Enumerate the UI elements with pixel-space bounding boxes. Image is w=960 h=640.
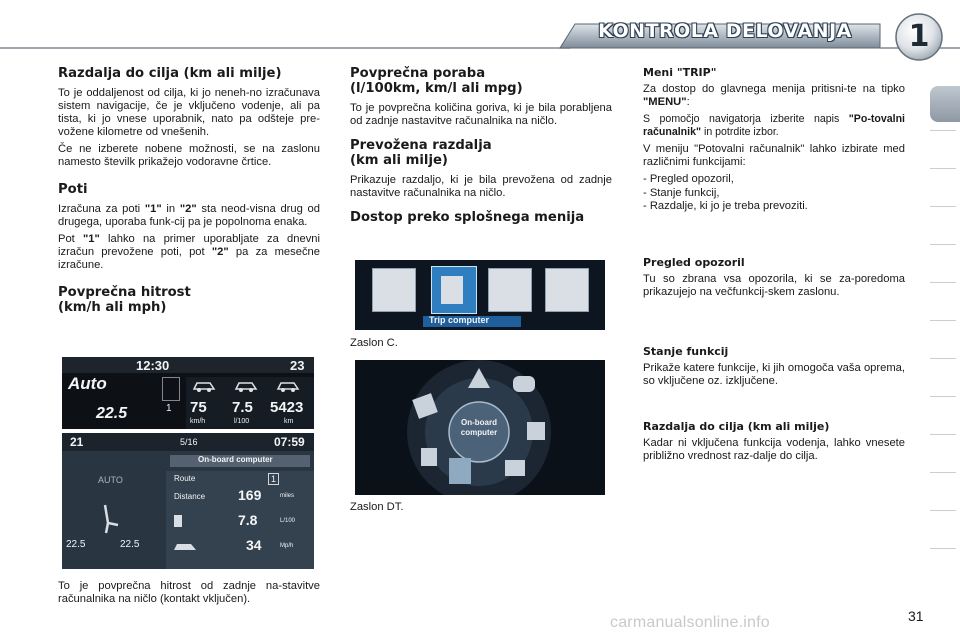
chapter-tab[interactable] — [930, 206, 956, 207]
right-temperature: 22.5 — [120, 539, 140, 550]
temperature-display: 23 — [290, 358, 305, 373]
paragraph: Izračuna za poti "1" in "2" sta neod-visna drug od drugega, uporaba funk-cij pa je popolnoma enaka. — [58, 203, 320, 228]
heading-general-menu-access: Dostop preko splošnega menija — [350, 210, 585, 225]
route-tag: 1 — [268, 473, 279, 485]
paragraph: S pomočjo navigatorja izberite napis "Po-tovalni računalnik" in potrdite izbor. — [643, 113, 905, 138]
clock-display: 12:30 — [136, 358, 170, 373]
chapter-tab[interactable] — [930, 244, 956, 245]
section-functions-status — [643, 345, 905, 392]
average-consumption-unit: l/100 — [234, 418, 250, 425]
row-label: Route — [174, 474, 196, 483]
list-item: - Pregled opozoril, — [643, 173, 905, 187]
chapter-tab[interactable] — [930, 396, 956, 397]
paragraph: Če ne izberete nobene možnosti, se na zaslonu namesto številk prikažejo vodoravne črtice. — [58, 143, 320, 168]
media-icon[interactable] — [505, 460, 525, 476]
screen-title: On-board computer — [198, 455, 273, 464]
watermark: carmanualsonline.info — [610, 614, 770, 631]
paragraph: Prikaže katere funkcije, ki jih omogoča vaša oprema, so vključene oz. izključene. — [643, 362, 905, 387]
heading-trips: Poti — [58, 182, 88, 197]
column-right — [643, 66, 905, 218]
paragraph: Kadar ni vključena funkcija vodenja, lahko vnesete približno vrednost raz-dalje do cilja. — [643, 437, 905, 462]
row-label: Distance — [174, 492, 206, 501]
section-distance-to-destination — [643, 420, 905, 467]
temperature-display: 21 — [70, 435, 84, 449]
car-distance-icon — [276, 379, 306, 393]
climate-mode: AUTO — [98, 475, 123, 485]
chapter-tab[interactable] — [930, 282, 956, 283]
phone-icon[interactable] — [513, 376, 535, 392]
chapter-tabs — [930, 68, 960, 580]
heading-distance-to-destination-2: Razdalja do cilja (km ali milje) — [643, 420, 830, 433]
fuel-icon — [162, 377, 180, 401]
caption-screen-c: Zaslon C. — [350, 337, 398, 349]
paragraph: Za dostop do glavnega menija pritisni-te na tipko "MENU": — [643, 83, 905, 108]
screen-dt — [355, 360, 605, 495]
car-icon — [172, 541, 198, 553]
chapter-tab[interactable] — [930, 168, 956, 169]
distance-unit: km — [284, 418, 294, 425]
seat-icon — [100, 503, 120, 535]
chapter-tab[interactable] — [930, 320, 956, 321]
average-speed-unit: km/h — [190, 418, 206, 425]
chapter-tab-active[interactable] — [930, 86, 960, 122]
chapter-tab[interactable] — [930, 130, 956, 131]
paragraph: Pot "1" lahko na primer uporabljate za dnevni izračun prevožene poti, pot "2" pa za mesečne izračune. — [58, 233, 320, 271]
list-item: - Razdalje, ki jo je treba prevoziti. — [643, 200, 905, 214]
paragraph: Prikazuje razdaljo, ki je bila prevožena od zadnje nastavitve računalnika na ničlo. — [350, 174, 612, 199]
function-list — [643, 173, 905, 214]
menu-icon-climate[interactable] — [545, 268, 589, 312]
speed-unit: Mp/h — [280, 543, 294, 549]
heading-warnings-log: Pregled opozoril — [643, 256, 745, 269]
list-item: - Stanje funkcij, — [643, 187, 905, 201]
date-display: 5/16 — [180, 437, 198, 447]
heading-average-consumption: Povprečna poraba (l/100km, km/l ali mpg) — [350, 66, 523, 96]
dashboard-display-screen — [62, 357, 314, 429]
climate-mode: Auto — [68, 374, 107, 393]
chapter-tab[interactable] — [930, 434, 956, 435]
speed-value: 34 — [246, 537, 262, 553]
car-speed-icon — [192, 379, 216, 393]
average-consumption-value: 7.5 — [232, 399, 253, 416]
chapter-tab[interactable] — [930, 358, 956, 359]
paragraph: To je oddaljenost od cilja, ki jo neneh-no izračunava sistem navigacije, če je vključeno vodenje, ali pa tista, ki jo vnese uporabnik, nato pa odšteje pre-vožene kilometre od vnešenih. — [58, 87, 320, 138]
settings-icon[interactable] — [527, 422, 545, 440]
fuel-pump-icon — [441, 276, 463, 304]
chapter-number: 1 — [908, 19, 930, 54]
warning-icon[interactable] — [468, 368, 490, 388]
temperature-setting: 22.5 — [96, 405, 128, 422]
heading-distance-travelled: Prevožena razdalja (km ali milje) — [350, 138, 492, 168]
center-label-line1: On-board — [461, 418, 497, 427]
screen-c — [355, 260, 605, 330]
menu-icon-navigation[interactable] — [372, 268, 416, 312]
left-temperature: 22.5 — [66, 539, 86, 550]
average-speed-value: 75 — [190, 399, 207, 416]
column-middle — [350, 66, 612, 231]
distance-unit: miles — [280, 493, 295, 499]
distance-value: 169 — [238, 487, 262, 503]
distance-value: 5423 — [270, 399, 304, 416]
consumption-value: 7.8 — [238, 512, 258, 528]
clock-display: 07:59 — [274, 435, 305, 449]
heading-distance-to-destination: Razdalja do cilja (km ali milje) — [58, 66, 282, 81]
paragraph: To je povprečna količina goriva, ki je bila porabljena od zadnje nastavitve računalnika na ničlo. — [350, 102, 612, 127]
fuel-pump-icon — [174, 515, 182, 527]
center-label-line2: computer — [460, 428, 498, 437]
radio-icon[interactable] — [421, 448, 437, 466]
onboard-computer-screen — [62, 433, 314, 569]
chapter-tab[interactable] — [930, 548, 956, 549]
heading-functions-status: Stanje funkcij — [643, 345, 729, 358]
page-number: 31 — [908, 608, 924, 624]
section-warnings — [643, 256, 905, 303]
heading-trip-menu: Meni "TRIP" — [643, 66, 717, 79]
screen-c-label: Trip computer — [429, 315, 490, 325]
menu-icon-trip-computer[interactable] — [449, 458, 471, 484]
consumption-unit: L/100 — [280, 518, 296, 524]
menu-icon-settings[interactable] — [488, 268, 532, 312]
trip-number: 1 — [166, 403, 172, 414]
car-consumption-icon — [234, 379, 258, 393]
column-left — [58, 66, 320, 321]
heading-average-speed: Povprečna hitrost (km/h ali mph) — [58, 285, 191, 315]
paragraph: V meniju "Potovalni računalnik" lahko izbirate med različnimi funkcijami: — [643, 143, 905, 168]
chapter-tab[interactable] — [930, 510, 956, 511]
paragraph-average-speed: To je povprečna hitrost od zadnje na-stavitve računalnika na ničlo (kontakt vključen). — [58, 580, 320, 605]
page-title: KONTROLA DELOVANJA — [598, 20, 852, 42]
chapter-tab[interactable] — [930, 472, 956, 473]
paragraph: Tu so zbrana vsa opozorila, ki se za-poredoma prikazujejo na večfunkcij-skem zaslonu. — [643, 273, 905, 298]
caption-screen-dt: Zaslon DT. — [350, 501, 404, 513]
